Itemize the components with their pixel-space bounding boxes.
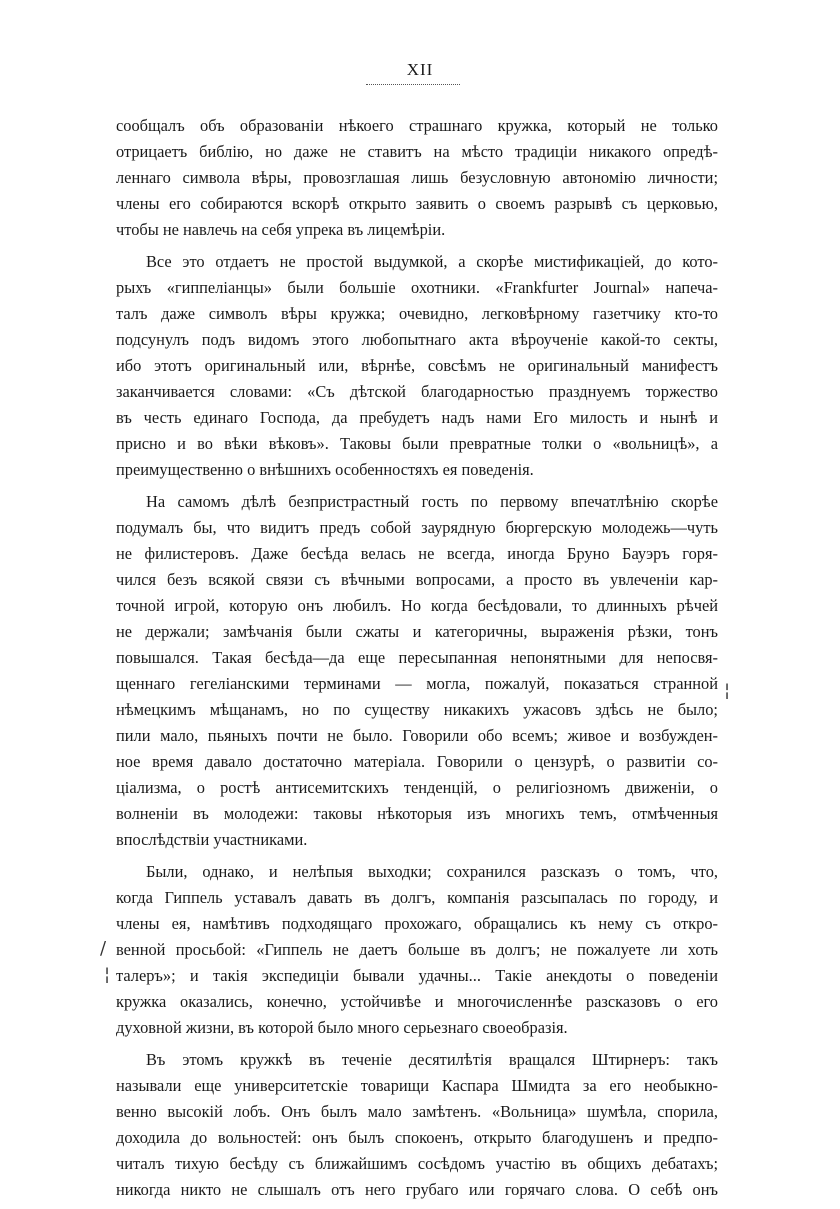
text-line: волненіи въ молодежи: таковы нѣкоторыя изъ многихъ темъ, отмѣченныя bbox=[116, 804, 718, 823]
text-line: въ честь единаго Господа, да пребудетъ надъ нами Его милость и нынѣ и bbox=[116, 408, 718, 427]
text-line: члены ея, намѣтивъ подходящаго прохожаго, обращались къ нему съ откро- bbox=[116, 914, 718, 933]
text-line: талеръ»; и такія экспедиціи бывали удачны... Такіе анекдоты о поведеніи bbox=[116, 966, 718, 985]
text-line: На самомъ дѣлѣ безпристрастный гость по первому впечатлѣнію скорѣе bbox=[146, 492, 718, 511]
text-line: щеннаго гегеліанскими терминами — могла, пожалуй, показаться странной bbox=[116, 674, 718, 693]
text-line: преимущественно о внѣшнихъ особенностяхъ ея поведенія. bbox=[116, 460, 534, 479]
text-line: чился безъ всякой связи съ вѣчными вопросами, а просто въ увлеченіи кар- bbox=[116, 570, 718, 589]
text-line: сообщалъ объ образованіи нѣкоего страшнаго кружка, который не только bbox=[116, 116, 718, 135]
text-line: пили мало, пьяныхъ почти не было. Говорили обо всемъ; живое и возбужден- bbox=[116, 726, 718, 745]
text-line: читалъ тихую бесѣду съ ближайшимъ сосѣдомъ участію въ общихъ дебатахъ; bbox=[116, 1154, 718, 1173]
text-line: ное время давало достаточно матеріала. Говорили о цензурѣ, о развитіи со- bbox=[116, 752, 718, 771]
text-line: члены его собираются вскорѣ открыто заявить о своемъ разрывѣ съ церковью, bbox=[116, 194, 718, 213]
paragraph bbox=[116, 1047, 718, 1203]
paragraph bbox=[116, 113, 718, 243]
text-line: кружка оказались, конечно, устойчивѣе и многочисленнѣе разсказовъ о его bbox=[116, 992, 718, 1011]
text-line: леннаго символа вѣры, провозглашая лишь безусловную автономію личности; bbox=[116, 168, 718, 187]
margin-pencil-mark: ¦ bbox=[104, 964, 111, 985]
text-line: чтобы не навлечь на себя упрека въ лицемѣріи. bbox=[116, 220, 446, 239]
paragraph bbox=[116, 249, 718, 483]
text-line: ибо этотъ оригинальный или, вѣрнѣе, совсѣмъ не оригинальный манифестъ bbox=[116, 356, 718, 375]
text-line: повышался. Такая бесѣда—да еще пересыпанная непонятными для непосвя- bbox=[116, 648, 718, 667]
text-line: талъ даже символъ вѣры кружка; очевидно, легковѣрному газетчику кто-то bbox=[116, 304, 718, 323]
text-line: отрицаетъ библію, но даже не ставитъ на мѣсто традиціи никакого опредѣ- bbox=[116, 142, 718, 161]
text-line: заканчивается словами: «Съ дѣтской благодарностью празднуемъ торжество bbox=[116, 382, 718, 401]
page-number: XII bbox=[406, 60, 434, 79]
text-line: не филистеровъ. Даже бесѣда велась не всегда, иногда Бруно Бауэръ горя- bbox=[116, 544, 718, 563]
text-line: ціализма, о ростѣ антисемитскихъ тенденцій, о религіозномъ движеніи, о bbox=[116, 778, 718, 797]
text-line: венной просьбой: «Гиппель не даетъ больше въ долгъ; не пожалуете ли хоть bbox=[116, 940, 718, 959]
text-line: Все это отдаетъ не простой выдумкой, а скорѣе мистификаціей, до кото- bbox=[146, 252, 718, 271]
body-text bbox=[116, 113, 718, 1209]
text-line: венно высокій лобъ. Онъ былъ мало замѣтенъ. «Вольница» шумѣла, спорила, bbox=[116, 1102, 718, 1121]
text-line: присно и во вѣки вѣковъ». Таковы были превратные толки о «вольницѣ», а bbox=[116, 434, 718, 453]
paragraph bbox=[116, 489, 718, 853]
text-line: подсунулъ подъ видомъ этого любопытнаго акта вѣроученіе какой-то секты, bbox=[116, 330, 718, 349]
text-line: нѣмецкимъ мѣщанамъ, но по существу никакихъ ужасовъ здѣсь не было; bbox=[116, 700, 718, 719]
text-line: Были, однако, и нелѣпыя выходки; сохранился разсказъ о томъ, что, bbox=[146, 862, 718, 881]
text-line: подумалъ бы, что видитъ предъ собой заурядную бюргерскую молодежь—чуть bbox=[116, 518, 718, 537]
text-line: называли еще университетскіе товарищи Каспара Шмидта за его необыкно- bbox=[116, 1076, 718, 1095]
text-line: рыхъ «гиппеліанцы» были большіе охотники. «Frankfurter Journal» напеча- bbox=[116, 278, 718, 297]
text-line: впослѣдствіи участниками. bbox=[116, 830, 308, 849]
margin-pencil-mark: / bbox=[100, 938, 107, 959]
text-line: когда Гиппель уставалъ давать въ долгъ, компанія разсыпалась по городу, и bbox=[116, 888, 718, 907]
text-line: Въ этомъ кружкѣ въ теченіе десятилѣтія вращался Штирнеръ: такъ bbox=[146, 1050, 718, 1069]
text-line: никогда никто не слышалъ отъ него грубаго или горячаго слова. О себѣ онъ bbox=[116, 1180, 718, 1199]
paragraph bbox=[116, 859, 718, 1041]
margin-pencil-mark: ¦ bbox=[724, 680, 731, 701]
text-line: точной игрой, которую онъ любилъ. Но когда бесѣдовали, то длинныхъ рѣчей bbox=[116, 596, 718, 615]
text-line: доходила до вольностей: онъ былъ спокоенъ, открыто благодушенъ и предпо- bbox=[116, 1128, 718, 1147]
text-line: духовной жизни, въ которой было много серьезнаго своеобразія. bbox=[116, 1018, 568, 1037]
page-number-underline bbox=[366, 84, 460, 85]
text-line: не держали; замѣчанія были сжаты и категоричны, выраженія рѣзки, тонъ bbox=[116, 622, 718, 641]
